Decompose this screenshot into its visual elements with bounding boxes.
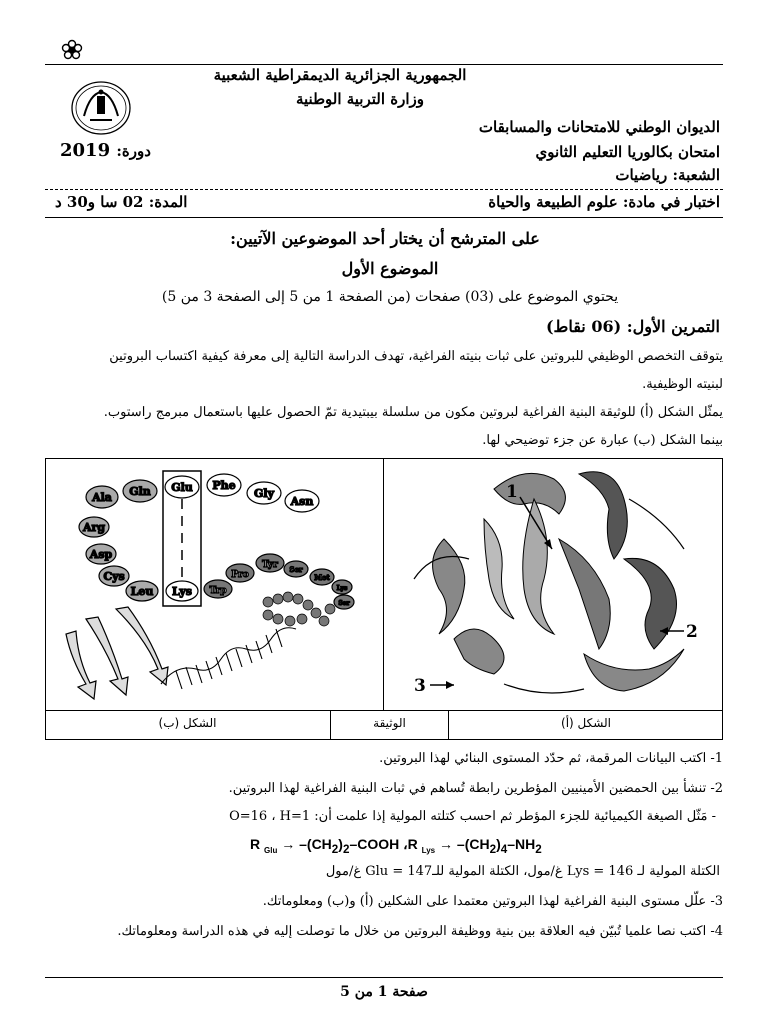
office-title: الديوان الوطني للامتحانات والمسابقات xyxy=(478,118,720,136)
aa-ala: Ala xyxy=(92,491,112,504)
session xyxy=(60,140,200,161)
aa-leu: Leu xyxy=(130,585,154,598)
flower-icon xyxy=(60,38,84,62)
caption-document: الوثيقة xyxy=(373,716,406,730)
aa-ser2: Ser xyxy=(338,600,350,607)
para2-line2: بينما الشكل (ب) عبارة عن جزء توضيحي لها. xyxy=(482,433,723,448)
masses-line: الكتلة المولية لـ Lys = 146 غ/مول، الكتلة المولية للـGlu = 147 غ/مول xyxy=(325,864,720,879)
aa-phe: Phe xyxy=(212,479,236,492)
aa-pro: Pro xyxy=(231,570,249,580)
exercise-title: التمرين الأول: (06 نقاط) xyxy=(545,317,720,336)
question-2: 2- تنشأ بين الحمضين الأمينيين المؤطرين رابطة تُساهم في ثبات البنية الفراغية لهذا البروتين. xyxy=(228,781,723,796)
caption-b: الشكل (ب) xyxy=(158,716,217,730)
aa-arg: Arg xyxy=(82,521,106,534)
aa-glu: Glu xyxy=(171,481,193,494)
exam-title: امتحان بكالوريا التعليم الثانوي xyxy=(535,143,720,161)
subject-label: اختبار في مادة: علوم الطبيعة والحياة xyxy=(488,193,720,211)
page-number: صفحة 1 من 5 xyxy=(340,984,428,1000)
session-label: دورة: xyxy=(116,142,151,160)
aa-trp: Trp xyxy=(209,586,227,596)
para2-line1: يمثّل الشكل (أ) للوثيقة البنية الفراغية لبروتين مكون من سلسلة بيبتيدية تمّ الحصول عليها باستعمال مبرمج راستوب. xyxy=(103,405,723,420)
label-3: 3 xyxy=(414,676,426,696)
topic-title: الموضوع الأول xyxy=(341,259,439,278)
label-1: 1 xyxy=(506,482,518,502)
label-2: 2 xyxy=(686,622,698,642)
figure-b-peptide xyxy=(46,459,382,709)
formula-line: R $_{Glu} \to -(CH_2)_2$–COOH ،R $_{Lys} \to -(CH_2)_4-NH_2$ xyxy=(250,836,542,856)
ministry-title: وزارة التربية الوطنية xyxy=(295,90,424,108)
aa-gly: Gly xyxy=(254,487,274,500)
aa-asp: Asp xyxy=(89,548,113,561)
aa-ser: Ser xyxy=(289,565,303,574)
pages-note: يحتوي الموضوع على (03) صفحات (من الصفحة 1 من 5 إلى الصفحة 3 من 5) xyxy=(161,289,619,305)
republic-title: الجمهورية الجزائرية الديمقراطية الشعبية xyxy=(213,66,467,84)
question-3: 3- علّل مستوى البنية الفراغية لهذا البروتين معتمدا على الشكلين (أ) و(ب) ومعلوماتك. xyxy=(262,894,723,909)
para1-line1: يتوقف التخصص الوظيفي للبروتين على ثبات بنيته الفراغية، تهدف الدراسة التالية إلى معرفة كيفية اكتساب البروتين xyxy=(109,349,723,364)
aa-lys: Lys xyxy=(172,585,192,598)
session-year: 2019 xyxy=(60,140,111,161)
question-2a: - مَثّل الصيغة الكيميائية للجزء المؤطر ثم احسب كتلته المولية إذا علمت أن: O=16 ، H=1 xyxy=(229,809,716,824)
ministry-logo-icon xyxy=(70,80,132,136)
branch-label: الشعبة: رياضيات xyxy=(615,166,720,184)
aa-met: Met xyxy=(314,573,330,582)
para1-line2: لبنيته الوظيفية. xyxy=(642,377,723,392)
choose-instruction: على المترشح أن يختار أحد الموضوعين الآتيين: xyxy=(230,229,540,248)
aa-gln: Gln xyxy=(129,485,151,498)
question-1: 1- اكتب البيانات المرقمة، ثم حدّد المستوى البنائي لهذا البروتين. xyxy=(379,751,723,766)
figure-a-protein xyxy=(384,459,722,709)
caption-a: الشكل (أ) xyxy=(561,716,611,730)
aa-tyr: Tyr xyxy=(262,560,278,570)
aa-lys2: Lys xyxy=(336,585,348,592)
aa-cys: Cys xyxy=(103,570,125,583)
duration-label: المدة: 02 سا و30 د xyxy=(55,193,188,211)
question-4: 4- اكتب نصا علميا تُبيّن فيه العلاقة بين بنية ووظيفة البروتين من خلال ما توصلت إليه في هذه الدراسة ومعلوماتك. xyxy=(117,924,723,939)
aa-asn: Asn xyxy=(290,495,314,508)
